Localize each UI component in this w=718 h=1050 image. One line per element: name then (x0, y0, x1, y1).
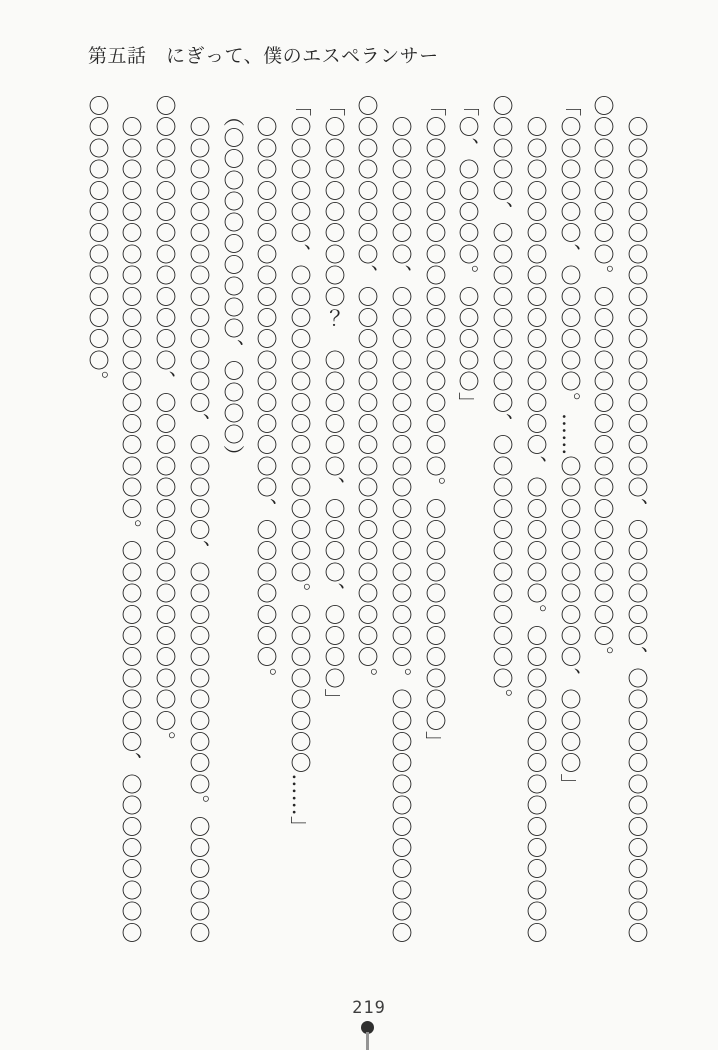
text-column-06: 「〇、〇〇〇〇〇。〇〇〇〇〇」 (456, 95, 480, 413)
text-column-01: 〇〇〇〇〇〇〇〇〇〇〇〇〇〇〇〇〇〇、〇〇〇〇〇〇、〇〇〇〇〇〇〇〇〇〇〇〇〇 (625, 95, 649, 943)
text-column-05: 〇〇〇〇〇、〇〇〇〇〇〇〇〇〇、〇〇〇〇〇〇〇〇〇〇〇〇。 (490, 95, 514, 710)
chapter-header: 第五話 にぎって、僕のエスペランサー (88, 45, 439, 67)
text-column-08: 〇〇〇〇〇〇〇、〇〇〇〇〇〇〇〇〇〇〇〇〇〇〇〇〇〇。〇〇〇〇〇〇〇〇〇〇〇〇 (389, 95, 413, 943)
text-column-09: 〇〇〇〇〇〇〇〇、〇〇〇〇〇〇〇〇〇〇〇〇〇〇〇〇〇〇。 (355, 95, 379, 689)
text-column-03: 「〇〇〇〇〇〇、〇〇〇〇〇〇。……〇〇〇〇〇〇〇〇〇〇、〇〇〇〇」 (558, 95, 582, 795)
text-column-12: 〇〇〇〇〇〇〇〇〇〇〇〇〇〇〇〇〇〇、〇〇〇〇〇〇〇。 (254, 95, 278, 689)
text-column-02: 〇〇〇〇〇〇〇〇。〇〇〇〇〇〇〇〇〇〇〇〇〇〇〇〇〇。 (591, 95, 615, 668)
text-column-16: 〇〇〇〇〇〇〇〇〇〇〇〇〇〇〇〇〇〇〇。〇〇〇〇〇〇〇〇〇〇、〇〇〇〇〇〇〇〇 (119, 95, 143, 943)
text-column-14: 〇〇〇〇〇〇〇〇〇〇〇〇〇〇、〇〇〇〇〇、〇〇〇〇〇〇〇〇〇〇〇。〇〇〇〇〇〇 (187, 95, 211, 943)
text-column-11: 「〇〇〇〇〇〇、〇〇〇〇〇〇〇〇〇〇〇〇〇〇〇。〇〇〇〇〇〇〇〇……」 (288, 95, 312, 837)
text-column-10: 「〇〇〇〇〇〇〇〇〇？ 〇〇〇〇〇〇、〇〇〇〇、〇〇〇〇」 (322, 95, 346, 710)
text-column-07: 「〇〇〇〇〇〇〇〇〇〇〇〇〇〇〇〇〇。〇〇〇〇〇〇〇〇〇〇〇」 (423, 95, 447, 753)
text-column-13: （〇〇〇〇〇〇〇〇〇〇、〇〇〇〇） (221, 95, 245, 467)
text-column-17: 〇〇〇〇〇〇〇〇〇〇〇〇〇。 (86, 95, 110, 392)
binding-marker-line (366, 1032, 369, 1050)
page-number: 219 (352, 998, 386, 1018)
text-column-15: 〇〇〇〇〇〇〇〇〇〇〇〇〇、〇〇〇〇〇〇〇〇〇〇〇〇〇〇〇〇。 (153, 95, 177, 753)
text-column-04: 〇〇〇〇〇〇〇〇〇〇〇〇〇〇〇〇、〇〇〇〇〇〇。〇〇〇〇〇〇〇〇〇〇〇〇〇〇〇 (524, 95, 548, 943)
